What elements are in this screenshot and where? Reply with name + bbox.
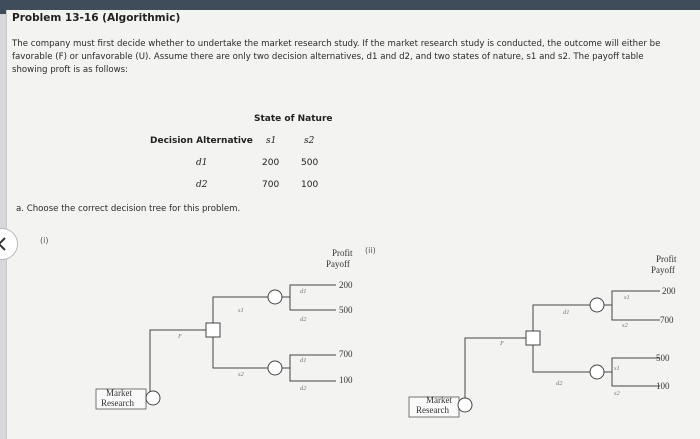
tree-ii-label-d1: d1: [563, 309, 570, 316]
tree-i-payoff-4: 100: [339, 375, 353, 385]
tree-i-payoff-2: 500: [339, 305, 353, 315]
cell-d1-s2: 500: [301, 158, 319, 168]
tree-ii-payoff-4: 100: [656, 381, 670, 391]
tree-ii-payoff-header-2: Payoff: [651, 265, 675, 275]
tree-ii-payoff-1: 200: [662, 286, 676, 296]
tree-i-payoff-header-1: Profit: [332, 248, 353, 258]
option-i-label[interactable]: (i): [40, 236, 49, 245]
tree-ii-chance-node-1: [590, 298, 604, 312]
tree-ii-label-s1-top: s1: [624, 294, 630, 301]
tree-option-ii[interactable]: [409, 254, 677, 417]
tree-i-chance-node-1: [268, 290, 282, 304]
tree-ii-chance-node-2: [590, 365, 604, 379]
tree-i-label-d1-top: d1: [300, 288, 307, 295]
tree-ii-decision-node: [526, 331, 540, 345]
tree-ii-label-s2-top: s2: [622, 322, 628, 329]
tree-i-label-d1-bottom: d1: [300, 357, 307, 364]
tree-i-chance-node-2: [268, 361, 282, 375]
tree-i-payoff-3: 700: [339, 349, 353, 359]
tree-ii-payoff-3: 500: [656, 353, 670, 363]
state-of-nature-header: State of Nature: [254, 114, 333, 124]
tree-ii-root-label-2: Research: [416, 405, 449, 415]
tree-ii-label-d2: d2: [556, 380, 563, 387]
column-s1: s1: [266, 136, 277, 146]
tree-i-label-d2-top: d2: [300, 316, 307, 323]
tree-ii-payoff-2: 700: [660, 315, 674, 325]
cell-d2-s2: 100: [301, 180, 319, 190]
tree-ii-label-s1-bottom: s1: [614, 365, 620, 372]
tree-i-root-chance-node: [146, 391, 160, 405]
tree-ii-root-chance-node: [458, 398, 472, 412]
tree-i-label-d2-bottom: d2: [300, 385, 307, 392]
tree-ii-label-F: F: [500, 340, 504, 347]
tree-i-decision-node: [206, 323, 220, 337]
option-ii-label[interactable]: (ii): [365, 246, 376, 255]
tree-i-label-s2: s2: [238, 371, 244, 378]
row-d1-label: d1: [196, 158, 208, 168]
tree-i-label-F: F: [178, 333, 182, 340]
row-d2-label: d2: [196, 180, 208, 190]
tree-ii-label-s2-bottom: s2: [614, 390, 620, 397]
question-text: a. Choose the correct decision tree for this problem.: [16, 204, 241, 214]
tree-i-payoff-1: 200: [339, 280, 353, 290]
tree-i-payoff-header-2: Payoff: [326, 259, 350, 269]
cell-d1-s1: 200: [262, 158, 280, 168]
tree-i-root-label-1: Market: [106, 388, 132, 398]
tree-i-label-s1: s1: [238, 307, 244, 314]
column-s2: s2: [304, 136, 315, 146]
cell-d2-s1: 700: [262, 180, 280, 190]
decision-alternative-header: Decision Alternative: [150, 136, 253, 146]
problem-description: The company must first decide whether to undertake the market research study. If the market research study is conducted, the outcome will either be favorable (F) or unfavorable (U). Assume there are only two decision alternatives, d1 and d2, and two states of nature, s1 and s2. The payoff table showing proft is as follows:: [12, 39, 661, 75]
tree-ii-payoff-header-1: Profit: [656, 254, 677, 264]
tree-ii-root-label-1: Market: [426, 395, 452, 405]
tree-i-root-label-2: Research: [101, 398, 134, 408]
tree-option-i[interactable]: [96, 248, 353, 409]
problem-title: Problem 13-16 (Algorithmic): [12, 12, 181, 24]
